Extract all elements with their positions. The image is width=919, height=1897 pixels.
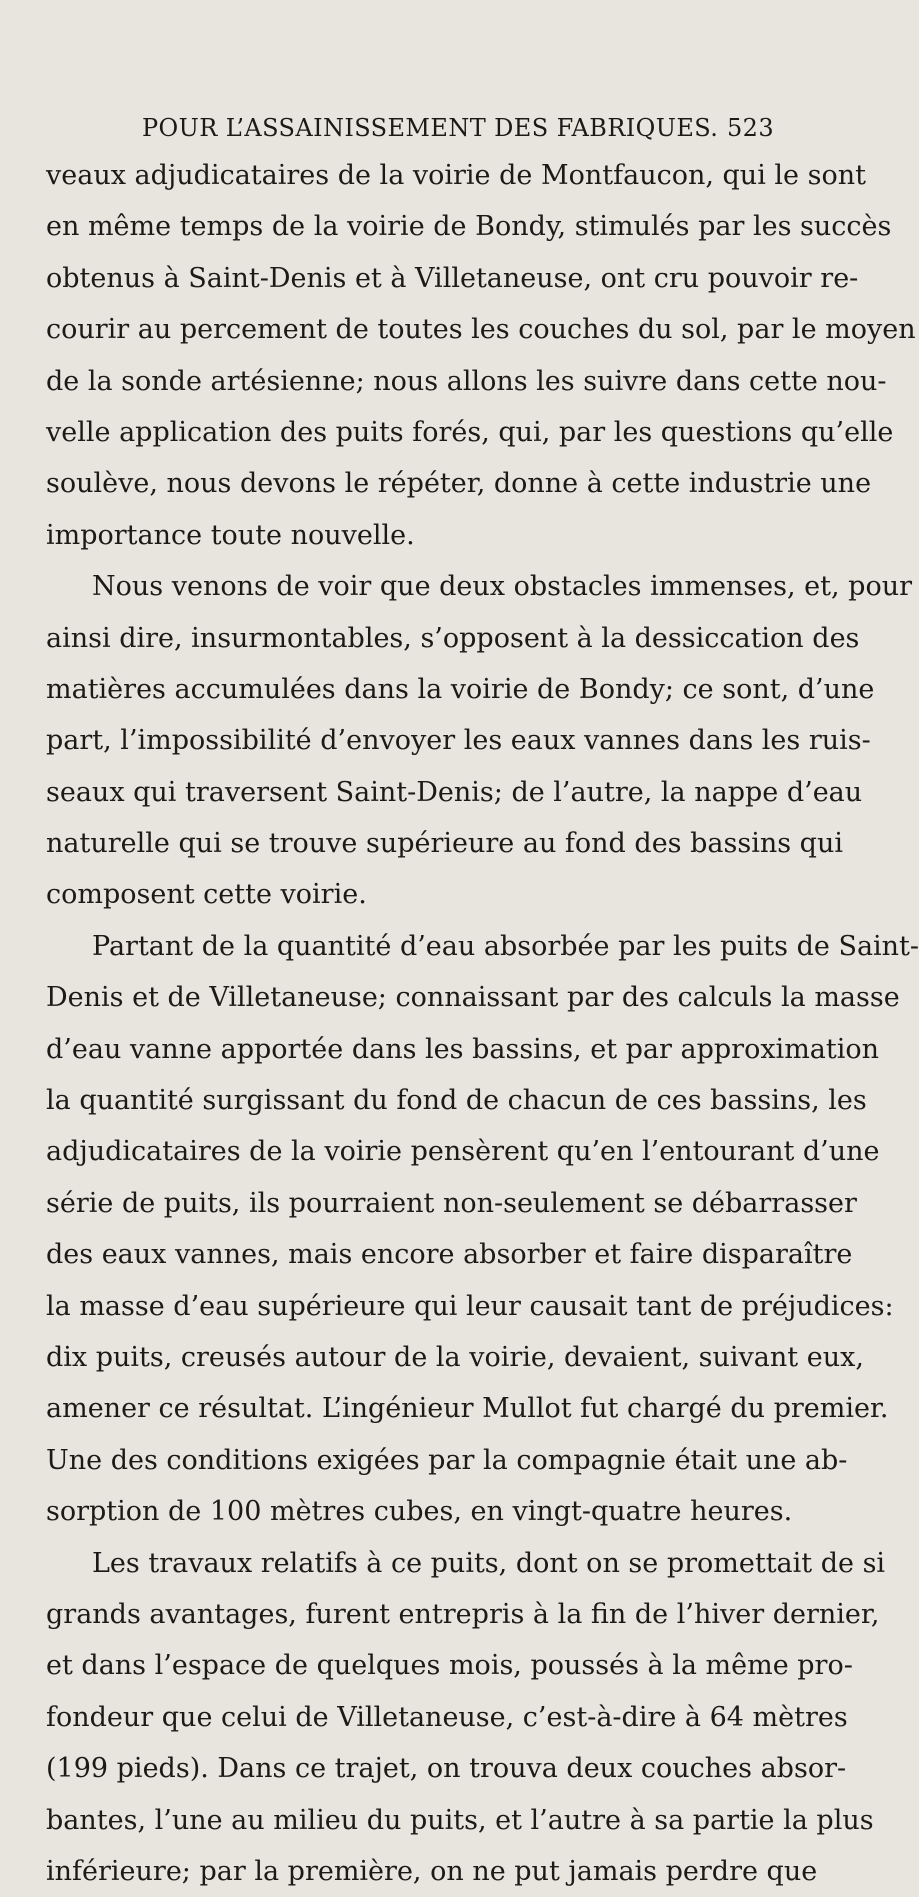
text-line: fondeur que celui de Villetaneuse, c’est-à-dire à 64 mètres [46, 1701, 848, 1733]
paragraph-first-line: Partant de la quantité d’eau absorbée par les puits de Saint- [92, 930, 919, 962]
text-line: part, l’impossibilité d’envoyer les eaux vannes dans les ruis- [46, 725, 871, 757]
text-line: de la sonde artésienne; nous allons les suivre dans cette nou- [46, 365, 887, 397]
body-text [46, 150, 919, 1897]
text-line: inférieure; par la première, on ne put jamais perdre que [46, 1855, 818, 1887]
text-line: la quantité surgissant du fond de chacun de ces bassins, les [46, 1085, 867, 1117]
page-number: 523 [726, 114, 774, 142]
paragraph-first-line: Les travaux relatifs à ce puits, dont on se promettait de si [92, 1547, 886, 1579]
text-line: velle application des puits forés, qui, par les questions qu’elle [46, 416, 894, 448]
text-line: Denis et de Villetaneuse; connaissant par des calculs la masse [46, 982, 900, 1014]
running-title: POUR L’ASSAINISSEMENT DES FABRIQUES. [142, 114, 719, 142]
text-line: série de puits, ils pourraient non-seulement se débarrasser [46, 1187, 857, 1219]
text-line: Une des conditions exigées par la compagnie était une ab- [46, 1444, 848, 1476]
text-line: sorption de 100 mètres cubes, en vingt-quatre heures. [46, 1496, 793, 1528]
text-line: et dans l’espace de quelques mois, poussés à la même pro- [46, 1650, 853, 1682]
text-line: courir au percement de toutes les couches du sol, par le moyen [46, 314, 916, 346]
text-line: grands avantages, furent entrepris à la fin de l’hiver dernier, [46, 1598, 880, 1630]
text-line: obtenus à Saint-Denis et à Villetaneuse, ont cru pouvoir re- [46, 262, 859, 294]
text-line: matières accumulées dans la voirie de Bondy; ce sont, d’une [46, 673, 875, 705]
text-line: naturelle qui se trouve supérieure au fond des bassins qui [46, 828, 843, 860]
text-line: composent cette voirie. [46, 879, 367, 911]
text-line: veaux adjudicataires de la voirie de Montfaucon, qui le sont [46, 160, 866, 191]
text-line: soulève, nous devons le répéter, donne à cette industrie une [46, 468, 872, 500]
running-head [142, 114, 792, 144]
text-line: des eaux vannes, mais encore absorber et faire disparaître [46, 1239, 853, 1271]
text-line: ainsi dire, insurmontables, s’opposent à la dessiccation des [46, 622, 860, 654]
text-line: seaux qui traversent Saint-Denis; de l’autre, la nappe d’eau [46, 776, 863, 808]
text-line: dix puits, creusés autour de la voirie, devaient, suivant eux, [46, 1341, 864, 1373]
text-line: amener ce résultat. L’ingénieur Mullot fut chargé du premier. [46, 1393, 889, 1425]
paragraph-first-line: Nous venons de voir que deux obstacles immenses, et, pour [92, 571, 912, 603]
text-line: adjudicataires de la voirie pensèrent qu’en l’entourant d’une [46, 1136, 880, 1168]
text-line: en même temps de la voirie de Bondy, stimulés par les succès [46, 211, 892, 243]
text-line: d’eau vanne apportée dans les bassins, et par approximation [46, 1033, 880, 1065]
text-line: importance toute nouvelle. [46, 519, 415, 551]
text-line: (199 pieds). Dans ce trajet, on trouva deux couches absor- [46, 1753, 847, 1785]
text-line: la masse d’eau supérieure qui leur causait tant de préjudices: [46, 1290, 894, 1322]
text-line: bantes, l’une au milieu du puits, et l’autre à sa partie la plus [46, 1804, 874, 1836]
